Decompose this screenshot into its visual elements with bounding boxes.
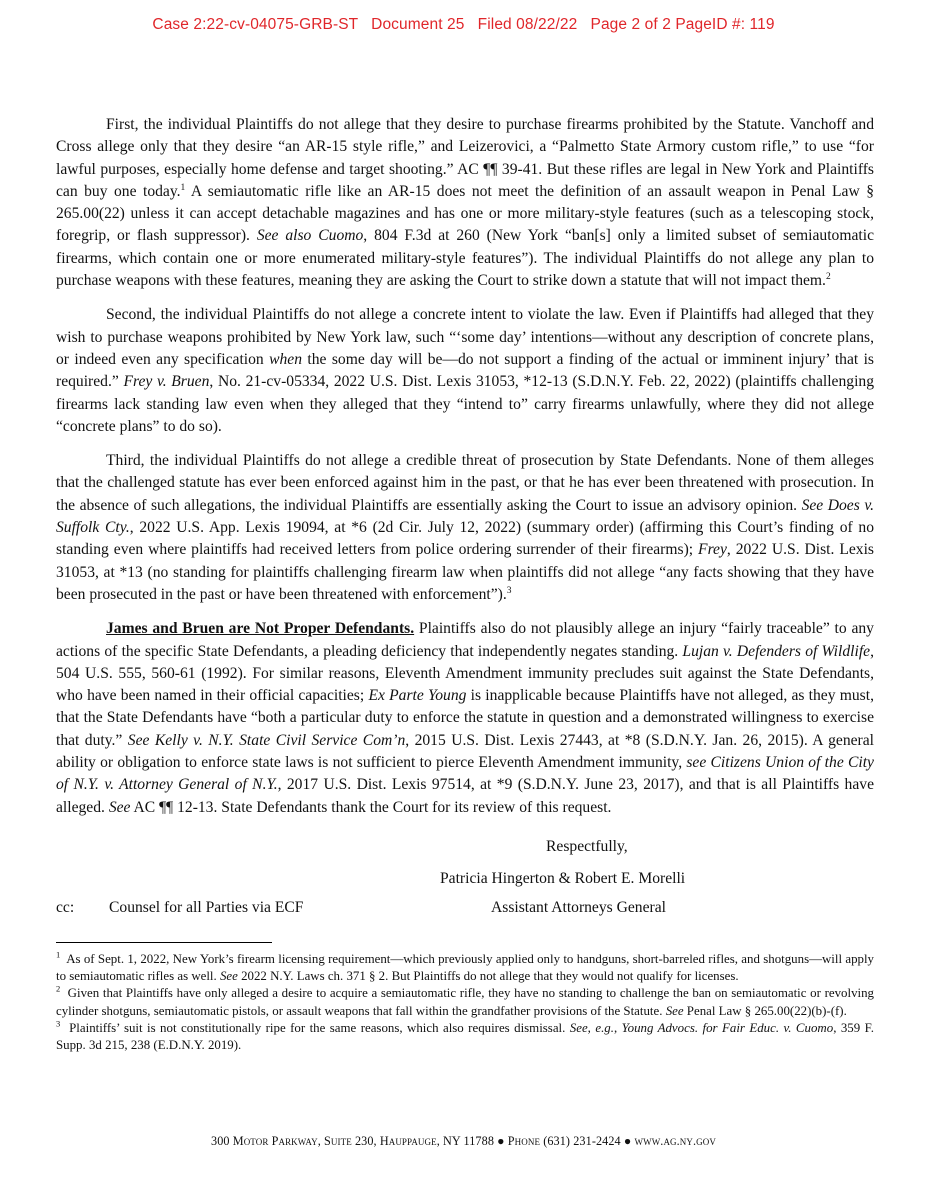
footnotes xyxy=(56,951,874,1054)
footnote-divider xyxy=(56,942,272,943)
signature-title: Assistant Attorneys General xyxy=(491,899,666,916)
footnote-ref-3[interactable]: 3 xyxy=(506,585,512,596)
case-header: Case 2:22-cv-04075-GRB-ST Document 25 Filed 08/22/22 Page 2 of 2 PageID #: 119 xyxy=(152,16,775,33)
paragraph-proper-defendants: James and Bruen are Not Proper Defendants. Plaintiffs also do not plausibly allege an injury “fairly traceable” to any actions of the specific State Defendants, a pleading deficiency that independently negates standing. Lujan v. Defenders of Wildlife, 504 U.S. 555, 560-61 (1992). For similar reasons, Eleventh Amendment immunity precludes suit against the State Defendants, who have been named in their official capacities; Ex Parte Young is inapplicable because Plaintiffs have not alleged, as they must, that the State Defendants have “both a particular duty to enforce the statute in question and a demonstrated willingness to exercise that duty.” See Kelly v. N.Y. State Civil Service Com’n, 2015 U.S. Dist. Lexis 27443, at *8 (S.D.N.Y. Jan. 26, 2015). A general ability or obligation to enforce state laws is not sufficient to pierce Eleventh Amendment immunity, see Citizens Union of the City of N.Y. v. Attorney General of N.Y., 2017 U.S. Dist. Lexis 97514, at *9 (S.D.N.Y. June 23, 2017), and that is all Plaintiffs have alleged. See AC ¶¶ 12-13. State Defendants thank the Court for its review of this request. xyxy=(56,620,874,816)
footnote-3: $^3$ Plaintiffs’ suit is not constitutionally ripe for the same reasons, which also requires dismissal. See, e.g., Young Advocs. for Fair Educ. v. Cuomo, 359 F. Supp. 3d 215, 238 (E.D.N.Y. 2019). xyxy=(56,1018,874,1053)
cc-label: cc: xyxy=(56,899,75,916)
cc-recipients: Counsel for all Parties via ECF xyxy=(109,899,304,916)
footnote-ref-2[interactable]: 2 xyxy=(825,271,831,282)
office-address-footer: 300 Motor Parkway, Suite 230, Hauppauge, NY 11788 ● Phone (631) 231-2424 ● www.ag.ny.gov xyxy=(211,1134,716,1148)
paragraph-prosecution-threat: Third, the individual Plaintiffs do not allege a credible threat of prosecution by State Defendants. None of them alleges that the challenged statute has ever been enforced against him in the past, or that he has ever been threatened with prosecution. In the absence of such allegations, the individual Plaintiffs are essentially asking the Court to issue an advisory opinion. See Does v. Suffolk Cty., 2022 U.S. App. Lexis 19094, at *6 (2d Cir. July 12, 2022) (summary order) (affirming this Court’s finding of no standing even where plaintiffs had received letters from police ordering surrender of their firearms); Frey, 2022 U.S. Dist. Lexis 31053, at *13 (no standing for plaintiffs challenging firearm law when plaintiffs did not allege “any facts showing that they have been prosecuted in the past or have been threatened with enforcement”).$^3$ xyxy=(56,452,875,603)
footnote-1: $^1$ As of Sept. 1, 2022, New York’s firearm licensing requirement—which previously applied only to handguns, short-barreled rifles, and shotguns—will apply to semiautomatic rifles as well. See 2022 N.Y. Laws ch. 371 § 2. But Plaintiffs do not allege that they would not qualify for licenses. xyxy=(56,949,874,984)
section-heading: James and Bruen are Not Proper Defendants. xyxy=(106,620,415,638)
letter-body xyxy=(56,114,874,831)
signature-names: Patricia Hingerton & Robert E. Morelli xyxy=(440,870,686,887)
signature-closing: Respectfully, xyxy=(546,838,628,855)
footnote-ref-1[interactable]: 1 xyxy=(180,182,186,193)
footnote-2: $^2$ Given that Plaintiffs have only alleged a desire to acquire a semiautomatic rifle, they have no standing to challenge the ban on semiautomatic or revolving cylinder shotguns, semiautomatic pistols, or assault weapons that fall within the grandfather provisions of the Statute. See Penal Law § 265.00(22)(b)-(f). xyxy=(56,984,875,1018)
paragraph-standing-desire: First, the individual Plaintiffs do not allege that they desire to purchase firearms prohibited by the Statute. Vanchoff and Cross allege only that they desire “an AR-15 style rifle,” and Leizerovici, a “Palmetto State Armory custom rifle,” to use “for lawful purposes, especially home defense and target shooting.” AC ¶¶ 39-41. But these rifles are legal in New York and Plaintiffs can buy one today.$^1$ A semiautomatic rifle like an AR-15 does not meet the definition of an assault weapon in Penal Law § 265.00(22) unless it can accept detachable magazines and has one or more military-style features (such as a telescoping stock, foregrip, or flash suppressor). See also Cuomo, 804 F.3d at 260 (New York “ban[s] only a limited subset of semiautomatic firearms, which contain one or more enumerated military-style features”). The individual Plaintiffs do not allege any plan to purchase weapons with these features, meaning they are asking the Court to strike down a statute that will not impact them.$^2$ xyxy=(56,116,874,290)
paragraph-concrete-intent: Second, the individual Plaintiffs do not allege a concrete intent to violate the law. Even if Plaintiffs had alleged that they wish to purchase weapons prohibited by New York law, such “‘some day’ intentions—without any description of concrete plans, or indeed even any specification when the some day will be—do not support a finding of the actual or imminent injury’ that is required.” Frey v. Bruen, No. 21-cv-05334, 2022 U.S. Dist. Lexis 31053, *12-13 (S.D.N.Y. Feb. 22, 2022) (plaintiffs challenging firearms lack standing law even when they alleged that they “intend to” carry firearms unlawfully, where they did not allege “concrete plans” to do so). xyxy=(56,306,875,435)
